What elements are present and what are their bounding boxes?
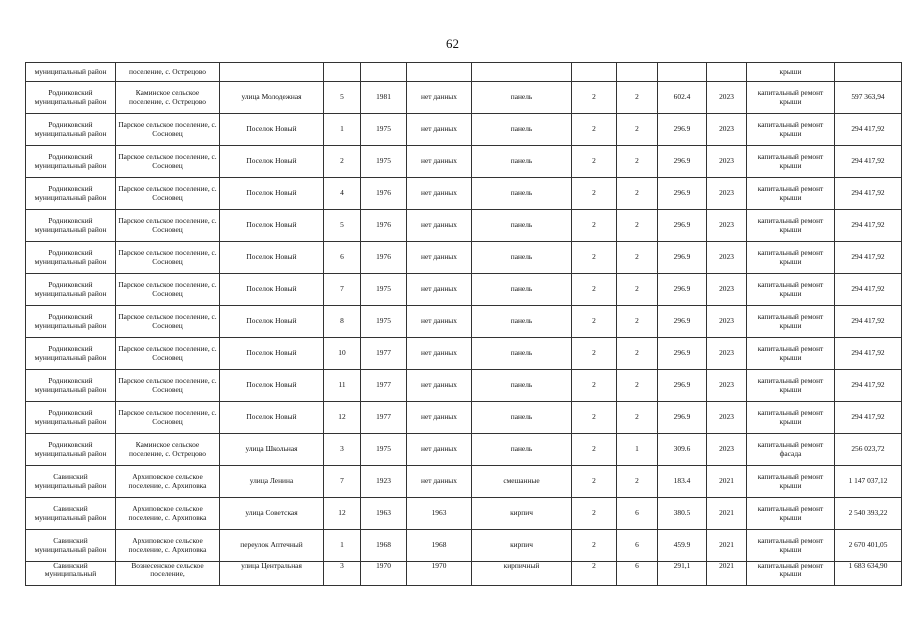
cell-cost: 294 417,92 <box>835 242 902 274</box>
cell-area: 296.9 <box>658 146 707 178</box>
cell-area: 459.9 <box>658 530 707 562</box>
cell-work-type: капитальный ремонт крыши <box>747 146 835 178</box>
cell-street: Поселок Новый <box>220 370 324 402</box>
cell-repair-year: 2023 <box>707 370 747 402</box>
cell-entrances: 2 <box>617 114 658 146</box>
cell-construction-year: 1970 <box>361 562 407 586</box>
cell-settlement: Вознесенское сельское поселение, <box>116 562 220 586</box>
cell-house-number: 7 <box>324 466 361 498</box>
cell-commissioning-year: 1968 <box>407 530 472 562</box>
cell-settlement: Парское сельское поселение, с. Сосновец <box>116 242 220 274</box>
cell-house-number: 1 <box>324 114 361 146</box>
cell-house-number: 4 <box>324 178 361 210</box>
table-row <box>26 63 902 82</box>
cell-cost: 2 540 393,22 <box>835 498 902 530</box>
cell-construction-year <box>361 63 407 82</box>
cell-floors: 2 <box>572 338 617 370</box>
cell-house-number: 5 <box>324 82 361 114</box>
table-row <box>26 466 902 498</box>
cell-floors: 2 <box>572 242 617 274</box>
cell-wall-material: панель <box>472 434 572 466</box>
table-row <box>26 82 902 114</box>
cell-district: Родниковский муниципальный район <box>26 146 116 178</box>
cell-wall-material: кирпич <box>472 498 572 530</box>
cell-cost: 294 417,92 <box>835 306 902 338</box>
cell-repair-year: 2023 <box>707 306 747 338</box>
table-row <box>26 242 902 274</box>
cell-work-type: капитальный ремонт крыши <box>747 210 835 242</box>
cell-settlement: Парское сельское поселение, с. Сосновец <box>116 370 220 402</box>
cell-construction-year: 1975 <box>361 434 407 466</box>
cell-wall-material: панель <box>472 210 572 242</box>
cell-cost: 256 023,72 <box>835 434 902 466</box>
cell-entrances: 2 <box>617 402 658 434</box>
cell-floors: 2 <box>572 466 617 498</box>
cell-district: Родниковский муниципальный район <box>26 434 116 466</box>
cell-commissioning-year: нет данных <box>407 402 472 434</box>
cell-construction-year: 1923 <box>361 466 407 498</box>
cell-district: Савинский муниципальный район <box>26 466 116 498</box>
cell-construction-year: 1976 <box>361 178 407 210</box>
cell-cost: 597 363,94 <box>835 82 902 114</box>
cell-cost: 294 417,92 <box>835 402 902 434</box>
cell-cost: 294 417,92 <box>835 146 902 178</box>
table-row <box>26 434 902 466</box>
cell-area: 296.9 <box>658 370 707 402</box>
cell-cost <box>835 63 902 82</box>
cell-wall-material: панель <box>472 82 572 114</box>
table-row <box>26 114 902 146</box>
cell-district: Родниковский муниципальный район <box>26 178 116 210</box>
cell-cost: 294 417,92 <box>835 274 902 306</box>
cell-work-type: капитальный ремонт крыши <box>747 338 835 370</box>
cell-wall-material: кирпичный <box>472 562 572 586</box>
cell-settlement: Парское сельское поселение, с. Сосновец <box>116 210 220 242</box>
table-row <box>26 210 902 242</box>
cell-cost: 1 683 634,90 <box>835 562 902 586</box>
cell-construction-year: 1976 <box>361 210 407 242</box>
cell-entrances: 1 <box>617 434 658 466</box>
cell-wall-material: панель <box>472 178 572 210</box>
cell-repair-year: 2023 <box>707 434 747 466</box>
cell-street: Поселок Новый <box>220 178 324 210</box>
cell-wall-material: панель <box>472 338 572 370</box>
cell-floors: 2 <box>572 82 617 114</box>
cell-construction-year: 1977 <box>361 402 407 434</box>
cell-district: Савинский муниципальный <box>26 562 116 586</box>
cell-district: Родниковский муниципальный район <box>26 114 116 146</box>
cell-entrances: 6 <box>617 498 658 530</box>
cell-repair-year: 2023 <box>707 402 747 434</box>
cell-area: 309.6 <box>658 434 707 466</box>
cell-house-number: 1 <box>324 530 361 562</box>
cell-wall-material: панель <box>472 242 572 274</box>
cell-area: 380.5 <box>658 498 707 530</box>
cell-district: муниципальный район <box>26 63 116 82</box>
cell-house-number <box>324 63 361 82</box>
cell-floors: 2 <box>572 434 617 466</box>
cell-floors <box>572 63 617 82</box>
cell-district: Родниковский муниципальный район <box>26 274 116 306</box>
cell-entrances: 6 <box>617 562 658 586</box>
cell-settlement: Парское сельское поселение, с. Сосновец <box>116 306 220 338</box>
cell-area: 602.4 <box>658 82 707 114</box>
cell-floors: 2 <box>572 402 617 434</box>
table-row <box>26 306 902 338</box>
table-row <box>26 338 902 370</box>
cell-street: Поселок Новый <box>220 338 324 370</box>
cell-street: Поселок Новый <box>220 306 324 338</box>
cell-entrances: 2 <box>617 370 658 402</box>
cell-work-type: капитальный ремонт крыши <box>747 242 835 274</box>
cell-wall-material: панель <box>472 274 572 306</box>
cell-entrances: 2 <box>617 338 658 370</box>
cell-street: улица Советская <box>220 498 324 530</box>
cell-entrances: 2 <box>617 466 658 498</box>
cell-repair-year: 2023 <box>707 274 747 306</box>
cell-repair-year: 2021 <box>707 498 747 530</box>
cell-district: Родниковский муниципальный район <box>26 402 116 434</box>
cell-street: улица Школьная <box>220 434 324 466</box>
cell-floors: 2 <box>572 562 617 586</box>
cell-street: Поселок Новый <box>220 274 324 306</box>
cell-entrances: 2 <box>617 306 658 338</box>
cell-repair-year: 2021 <box>707 562 747 586</box>
cell-cost: 294 417,92 <box>835 178 902 210</box>
cell-house-number: 3 <box>324 562 361 586</box>
cell-area: 296.9 <box>658 274 707 306</box>
cell-work-type: капитальный ремонт крыши <box>747 114 835 146</box>
cell-construction-year: 1975 <box>361 306 407 338</box>
cell-commissioning-year: нет данных <box>407 466 472 498</box>
table-row <box>26 274 902 306</box>
cell-area <box>658 63 707 82</box>
cell-work-type: капитальный ремонт крыши <box>747 274 835 306</box>
cell-settlement: Парское сельское поселение, с. Сосновец <box>116 114 220 146</box>
cell-district: Родниковский муниципальный район <box>26 82 116 114</box>
cell-entrances: 2 <box>617 82 658 114</box>
cell-repair-year: 2021 <box>707 466 747 498</box>
cell-work-type: капитальный ремонт крыши <box>747 562 835 586</box>
cell-settlement: Архиповское сельское поселение, с. Архиповка <box>116 530 220 562</box>
cell-entrances: 6 <box>617 530 658 562</box>
cell-district: Родниковский муниципальный район <box>26 370 116 402</box>
table-row <box>26 402 902 434</box>
cell-wall-material: панель <box>472 306 572 338</box>
cell-house-number: 6 <box>324 242 361 274</box>
cell-house-number: 3 <box>324 434 361 466</box>
cell-entrances: 2 <box>617 146 658 178</box>
cell-street: Поселок Новый <box>220 114 324 146</box>
cell-wall-material: панель <box>472 114 572 146</box>
page-number: 62 <box>446 36 459 51</box>
cell-work-type: крыши <box>747 63 835 82</box>
cell-floors: 2 <box>572 146 617 178</box>
cell-area: 296.9 <box>658 338 707 370</box>
cell-street: Поселок Новый <box>220 146 324 178</box>
cell-repair-year: 2023 <box>707 210 747 242</box>
cell-area: 296.9 <box>658 306 707 338</box>
cell-area: 291,1 <box>658 562 707 586</box>
cell-work-type: капитальный ремонт крыши <box>747 82 835 114</box>
cell-house-number: 5 <box>324 210 361 242</box>
cell-repair-year: 2023 <box>707 178 747 210</box>
cell-wall-material: панель <box>472 402 572 434</box>
cell-entrances: 2 <box>617 210 658 242</box>
cell-work-type: капитальный ремонт крыши <box>747 530 835 562</box>
cell-work-type: капитальный ремонт крыши <box>747 402 835 434</box>
cell-settlement: Парское сельское поселение, с. Сосновец <box>116 402 220 434</box>
cell-house-number: 12 <box>324 498 361 530</box>
cell-construction-year: 1977 <box>361 338 407 370</box>
cell-commissioning-year: нет данных <box>407 306 472 338</box>
cell-work-type: капитальный ремонт крыши <box>747 466 835 498</box>
cell-commissioning-year: нет данных <box>407 146 472 178</box>
cell-commissioning-year: нет данных <box>407 370 472 402</box>
repair-registry-table <box>25 62 902 586</box>
cell-area: 296.9 <box>658 210 707 242</box>
cell-construction-year: 1975 <box>361 274 407 306</box>
cell-construction-year: 1975 <box>361 114 407 146</box>
cell-street: Поселок Новый <box>220 402 324 434</box>
cell-street: улица Центральная <box>220 562 324 586</box>
cell-area: 296.9 <box>658 178 707 210</box>
cell-settlement: Архиповское сельское поселение, с. Архиповка <box>116 466 220 498</box>
cell-entrances <box>617 63 658 82</box>
cell-commissioning-year: нет данных <box>407 210 472 242</box>
cell-floors: 2 <box>572 306 617 338</box>
cell-entrances: 2 <box>617 178 658 210</box>
cell-floors: 2 <box>572 210 617 242</box>
cell-cost: 1 147 037,12 <box>835 466 902 498</box>
cell-district: Савинский муниципальный район <box>26 530 116 562</box>
cell-construction-year: 1976 <box>361 242 407 274</box>
cell-commissioning-year: нет данных <box>407 114 472 146</box>
cell-work-type: капитальный ремонт крыши <box>747 178 835 210</box>
cell-street: Поселок Новый <box>220 242 324 274</box>
table-row <box>26 530 902 562</box>
cell-work-type: капитальный ремонт крыши <box>747 370 835 402</box>
cell-settlement: Архиповское сельское поселение, с. Архиповка <box>116 498 220 530</box>
cell-construction-year: 1977 <box>361 370 407 402</box>
cell-house-number: 11 <box>324 370 361 402</box>
table-row <box>26 370 902 402</box>
cell-wall-material: кирпич <box>472 530 572 562</box>
cell-settlement: Парское сельское поселение, с. Сосновец <box>116 338 220 370</box>
cell-commissioning-year: нет данных <box>407 434 472 466</box>
cell-commissioning-year <box>407 63 472 82</box>
cell-settlement: Каминское сельское поселение, с. Острецово <box>116 82 220 114</box>
cell-street <box>220 63 324 82</box>
cell-floors: 2 <box>572 370 617 402</box>
cell-commissioning-year: 1963 <box>407 498 472 530</box>
cell-cost: 294 417,92 <box>835 114 902 146</box>
cell-area: 296.9 <box>658 114 707 146</box>
cell-area: 296.9 <box>658 242 707 274</box>
cell-settlement: поселение, с. Острецово <box>116 63 220 82</box>
cell-commissioning-year: нет данных <box>407 82 472 114</box>
cell-cost: 294 417,92 <box>835 338 902 370</box>
cell-house-number: 10 <box>324 338 361 370</box>
cell-district: Родниковский муниципальный район <box>26 306 116 338</box>
table-row <box>26 498 902 530</box>
cell-construction-year: 1968 <box>361 530 407 562</box>
table-row <box>26 146 902 178</box>
cell-street: улица Молодежная <box>220 82 324 114</box>
cell-repair-year <box>707 63 747 82</box>
cell-settlement: Парское сельское поселение, с. Сосновец <box>116 146 220 178</box>
cell-entrances: 2 <box>617 242 658 274</box>
cell-construction-year: 1963 <box>361 498 407 530</box>
cell-cost: 294 417,92 <box>835 370 902 402</box>
cell-repair-year: 2021 <box>707 530 747 562</box>
cell-floors: 2 <box>572 114 617 146</box>
cell-district: Родниковский муниципальный район <box>26 338 116 370</box>
cell-work-type: капитальный ремонт фасада <box>747 434 835 466</box>
cell-floors: 2 <box>572 530 617 562</box>
cell-repair-year: 2023 <box>707 114 747 146</box>
cell-repair-year: 2023 <box>707 82 747 114</box>
cell-repair-year: 2023 <box>707 338 747 370</box>
cell-work-type: капитальный ремонт крыши <box>747 306 835 338</box>
cell-house-number: 8 <box>324 306 361 338</box>
table-row <box>26 562 902 586</box>
cell-repair-year: 2023 <box>707 146 747 178</box>
cell-street: улица Ленина <box>220 466 324 498</box>
cell-area: 296.9 <box>658 402 707 434</box>
cell-commissioning-year: 1970 <box>407 562 472 586</box>
cell-settlement: Парское сельское поселение, с. Сосновец <box>116 274 220 306</box>
registry-body <box>26 63 902 586</box>
cell-district: Родниковский муниципальный район <box>26 210 116 242</box>
cell-cost: 294 417,92 <box>835 210 902 242</box>
cell-district: Родниковский муниципальный район <box>26 242 116 274</box>
cell-work-type: капитальный ремонт крыши <box>747 498 835 530</box>
cell-construction-year: 1981 <box>361 82 407 114</box>
cell-wall-material: смешанные <box>472 466 572 498</box>
cell-house-number: 2 <box>324 146 361 178</box>
cell-wall-material: панель <box>472 370 572 402</box>
cell-wall-material <box>472 63 572 82</box>
cell-floors: 2 <box>572 274 617 306</box>
cell-street: переулок Аптечный <box>220 530 324 562</box>
cell-settlement: Каминское сельское поселение, с. Острецово <box>116 434 220 466</box>
cell-repair-year: 2023 <box>707 242 747 274</box>
cell-floors: 2 <box>572 178 617 210</box>
cell-street: Поселок Новый <box>220 210 324 242</box>
cell-cost: 2 670 401,05 <box>835 530 902 562</box>
cell-construction-year: 1975 <box>361 146 407 178</box>
cell-settlement: Парское сельское поселение, с. Сосновец <box>116 178 220 210</box>
cell-floors: 2 <box>572 498 617 530</box>
cell-wall-material: панель <box>472 146 572 178</box>
cell-area: 183.4 <box>658 466 707 498</box>
cell-house-number: 12 <box>324 402 361 434</box>
cell-commissioning-year: нет данных <box>407 338 472 370</box>
cell-district: Савинский муниципальный район <box>26 498 116 530</box>
cell-commissioning-year: нет данных <box>407 274 472 306</box>
cell-commissioning-year: нет данных <box>407 178 472 210</box>
cell-commissioning-year: нет данных <box>407 242 472 274</box>
cell-entrances: 2 <box>617 274 658 306</box>
table-row <box>26 178 902 210</box>
cell-house-number: 7 <box>324 274 361 306</box>
